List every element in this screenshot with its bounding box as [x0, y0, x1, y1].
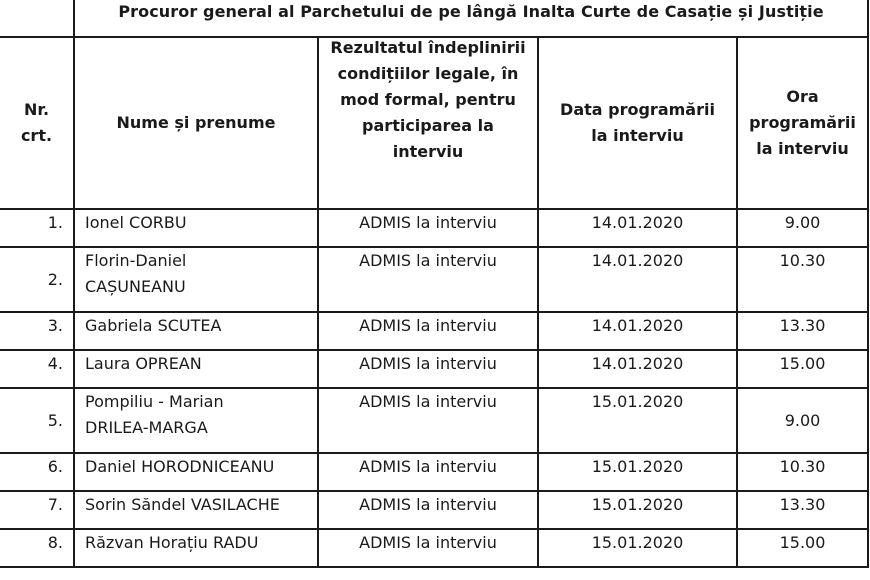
- row-date: 14.01.2020: [538, 350, 737, 388]
- table-row: [0, 491, 868, 529]
- header-time: Ora programării la interviu: [737, 37, 868, 209]
- row-result: ADMIS la interviu: [318, 453, 538, 491]
- row-nr: 2.: [0, 247, 74, 312]
- row-time: 13.30: [737, 491, 868, 529]
- row-result: ADMIS la interviu: [318, 388, 538, 453]
- row-result: ADMIS la interviu: [318, 529, 538, 567]
- row-nr: 7.: [0, 491, 74, 529]
- row-time: 9.00: [737, 209, 868, 247]
- row-nr: 1.: [0, 209, 74, 247]
- row-date: 15.01.2020: [538, 388, 737, 453]
- row-nr: 8.: [0, 529, 74, 567]
- row-nr: 5.: [0, 388, 74, 453]
- row-date: 15.01.2020: [538, 491, 737, 529]
- table-row: [0, 312, 868, 350]
- row-date: 14.01.2020: [538, 247, 737, 312]
- row-time: 9.00: [737, 388, 868, 453]
- row-name: Daniel HORODNICEANU: [74, 453, 318, 491]
- row-result: ADMIS la interviu: [318, 209, 538, 247]
- table-row: [0, 453, 868, 491]
- row-result: ADMIS la interviu: [318, 247, 538, 312]
- row-result: ADMIS la interviu: [318, 491, 538, 529]
- table-title: Procuror general al Parchetului de pe lângă Inalta Curte de Casație și Justiție: [74, 0, 868, 37]
- row-name: Pompiliu - Marian DRILEA-MARGA: [74, 388, 318, 453]
- header-result: Rezultatul îndeplinirii condițiilor legale, în mod formal, pentru participarea la interviu: [318, 37, 538, 209]
- table-row: [0, 247, 868, 312]
- header-nr: Nr. crt.: [0, 37, 74, 209]
- row-date: 14.01.2020: [538, 312, 737, 350]
- header-row: [0, 37, 868, 209]
- row-name: Laura OPREAN: [74, 350, 318, 388]
- row-date: 14.01.2020: [538, 209, 737, 247]
- table-row: [0, 350, 868, 388]
- row-time: 13.30: [737, 312, 868, 350]
- header-name: Nume și prenume: [74, 37, 318, 209]
- row-nr: 6.: [0, 453, 74, 491]
- row-name: Florin-Daniel CAȘUNEANU: [74, 247, 318, 312]
- row-time: 15.00: [737, 529, 868, 567]
- header-date: Data programării la interviu: [538, 37, 737, 209]
- row-name: Ionel CORBU: [74, 209, 318, 247]
- row-nr: 3.: [0, 312, 74, 350]
- row-time: 10.30: [737, 453, 868, 491]
- row-name: Sorin Săndel VASILACHE: [74, 491, 318, 529]
- row-nr: 4.: [0, 350, 74, 388]
- title-row: [0, 0, 868, 37]
- row-name: Răzvan Horațiu RADU: [74, 529, 318, 567]
- empty-corner-cell: [0, 0, 74, 37]
- row-name: Gabriela SCUTEA: [74, 312, 318, 350]
- row-result: ADMIS la interviu: [318, 312, 538, 350]
- row-date: 15.01.2020: [538, 453, 737, 491]
- row-date: 15.01.2020: [538, 529, 737, 567]
- row-time: 10.30: [737, 247, 868, 312]
- row-result: ADMIS la interviu: [318, 350, 538, 388]
- table-row: [0, 209, 868, 247]
- table-row: [0, 388, 868, 453]
- row-time: 15.00: [737, 350, 868, 388]
- table-row: [0, 529, 868, 567]
